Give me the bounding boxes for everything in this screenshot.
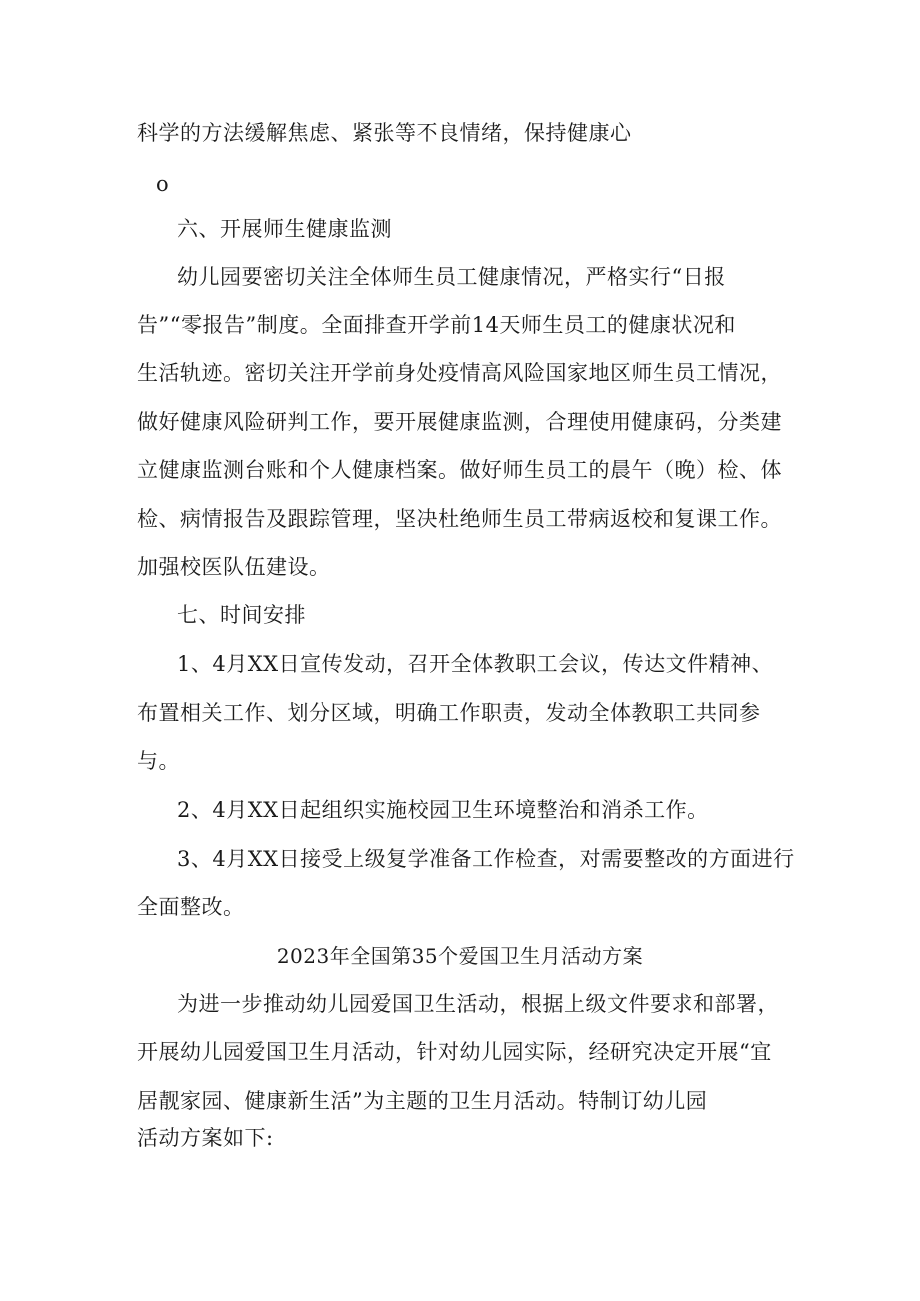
paragraph-line: 1、4月XX日宣传发动，召开全体教职工会议，传达文件精神、 xyxy=(177,652,774,676)
paragraph-line: 做好健康风险研判工作，要开展健康监测，合理使用健康码，分类建 xyxy=(137,410,782,434)
document-title: 2023年全国第35个爱国卫生月活动方案 xyxy=(276,944,644,968)
paragraph-line: 3、4月XX日接受上级复学准备工作检查，对需要整改的方面进行 xyxy=(177,847,795,871)
paragraph-line: 与。 xyxy=(137,749,180,773)
paragraph-line: 居靓家园、健康新生活”为主题的卫生月活动。特制订幼儿园 xyxy=(137,1089,708,1113)
paragraph-line: 2、4月XX日起组织实施校园卫生环境整治和消杀工作。 xyxy=(177,798,709,822)
paragraph-line: 生活轨迹。密切关注开学前身处疫情高风险国家地区师生员工情况， xyxy=(137,361,782,385)
paragraph-line: 活动方案如下: xyxy=(137,1126,274,1150)
paragraph-line: 检、病情报告及跟踪管理，坚决杜绝师生员工带病返校和复课工作。 xyxy=(137,507,782,531)
section-heading: 六、开展师生健康监测 xyxy=(177,217,392,241)
paragraph-line: 加强校医队伍建设。 xyxy=(137,555,331,579)
paragraph-line: o xyxy=(156,172,170,196)
paragraph-line: 立健康监测台账和个人健康档案。做好师生员工的晨午（晚）检、体 xyxy=(137,458,782,482)
section-heading: 七、时间安排 xyxy=(177,603,306,627)
paragraph-line: 告”“零报告”制度。全面排查开学前14天师生员工的健康状况和 xyxy=(137,313,736,337)
paragraph-line: 开展幼儿园爱国卫生月活动，针对幼儿园实际，经研究决定开展“宜 xyxy=(137,1040,772,1064)
paragraph-line: 全面整改。 xyxy=(137,895,245,919)
paragraph-line: 布置相关工作、划分区域，明确工作职责，发动全体教职工共同参 xyxy=(137,701,761,725)
paragraph-line: 科学的方法缓解焦虑、紧张等不良情绪，保持健康心 xyxy=(137,121,632,145)
paragraph-line: 为进一步推动幼儿园爱国卫生活动，根据上级文件要求和部署， xyxy=(177,992,779,1016)
paragraph-line: 幼儿园要密切关注全体师生员工健康情况，严格实行“日报 xyxy=(177,265,726,289)
